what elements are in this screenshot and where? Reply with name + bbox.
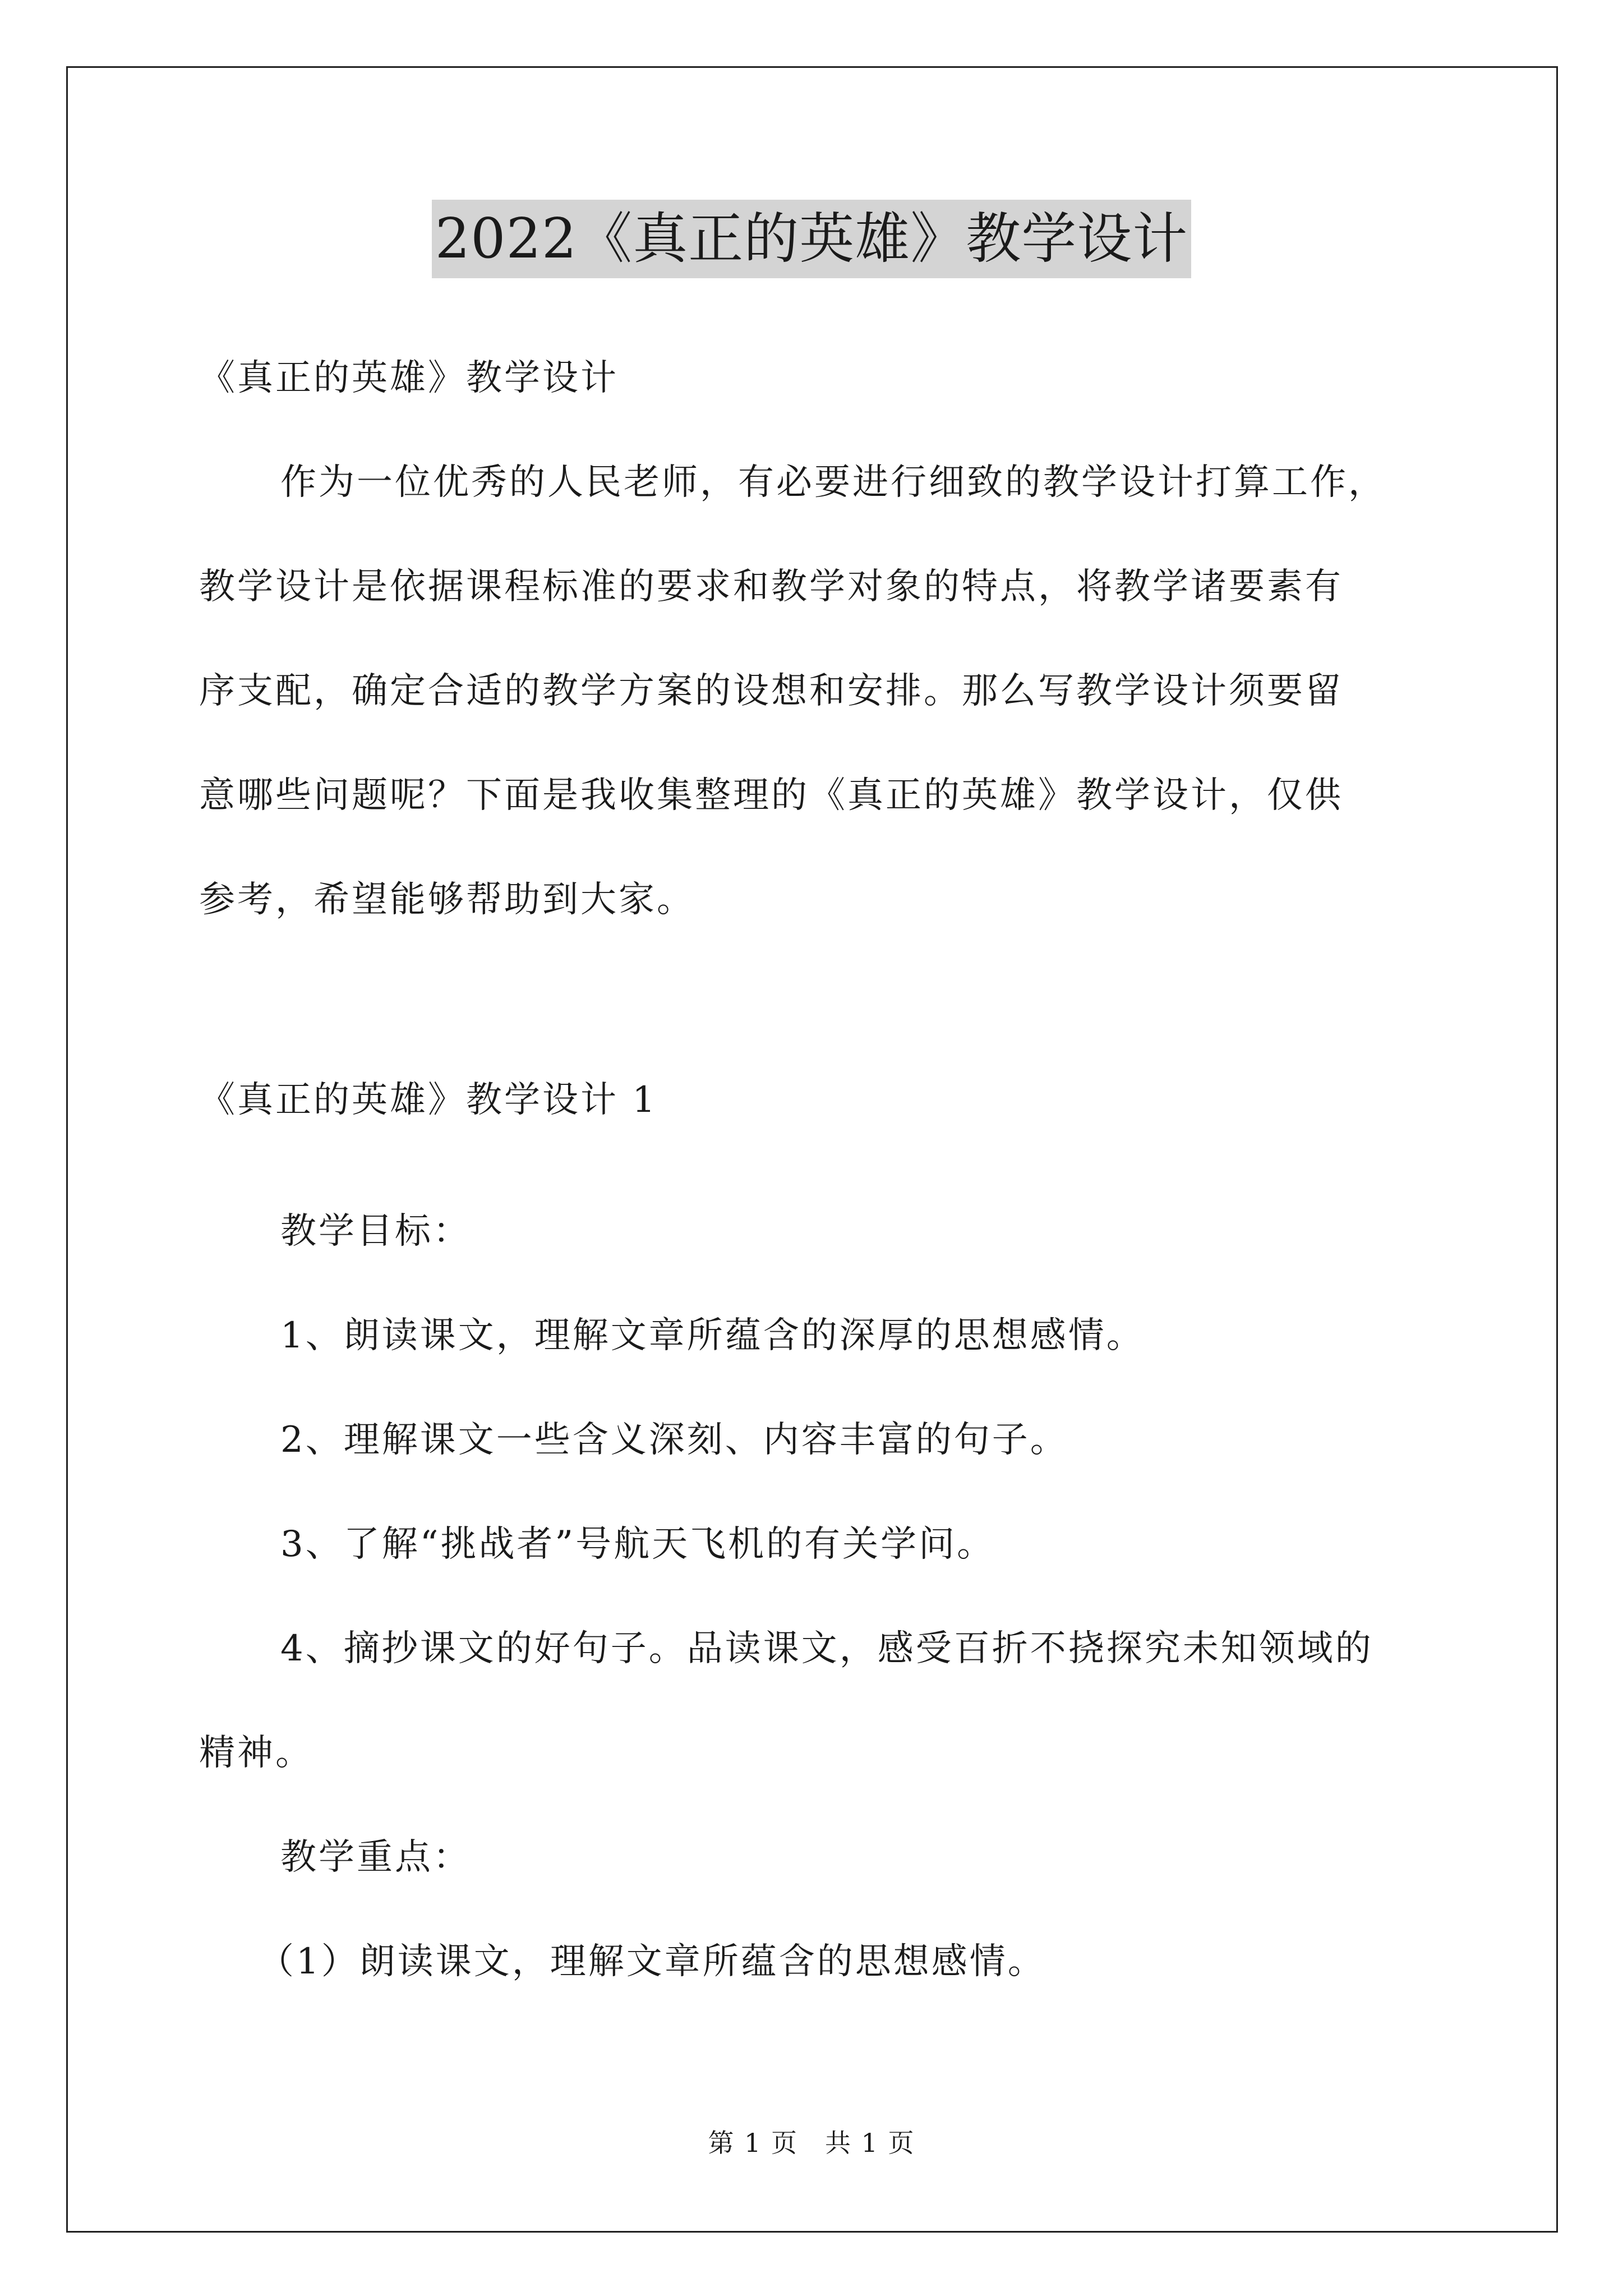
subtitle-line: 《真正的英雄》教学设计 <box>199 357 619 399</box>
paragraph-line: 2、理解课文一些含义深刻、内容丰富的句子。 <box>280 1419 1068 1461</box>
paragraph-line: 参考，希望能够帮助到大家。 <box>199 879 695 921</box>
paragraph-line: 教学重点： <box>280 1837 471 1878</box>
paragraph-line: 3、了解“挑战者”号航天飞机的有关学问。 <box>280 1524 995 1565</box>
paragraph-line: 1、朗读课文，理解文章所蕴含的深厚的思想感情。 <box>280 1315 1145 1356</box>
paragraph-line: 4、摘抄课文的好句子。品读课文，感受百折不挠探究未知领域的 <box>280 1628 1373 1669</box>
paragraph-line: 作为一位优秀的人民老师，有必要进行细致的教学设计打算工作， <box>280 462 1386 503</box>
paragraph-line: 精神。 <box>199 1732 313 1774</box>
paragraph-line: （1）朗读课文，理解文章所蕴含的思想感情。 <box>258 1941 1046 1982</box>
document-title: 2022《真正的英雄》教学设计 <box>432 200 1191 278</box>
paragraph-line: 序支配，确定合适的教学方案的设想和安排。那么写教学设计须要留 <box>199 670 1343 712</box>
title-wrap <box>0 200 1623 278</box>
paragraph-line: 教学设计是依据课程标准的要求和教学对象的特点，将教学诸要素有 <box>199 566 1343 608</box>
section-heading: 《真正的英雄》教学设计 1 <box>199 1079 658 1121</box>
paragraph-line: 教学目标： <box>280 1211 471 1252</box>
page-footer: 第 1 页 共 1 页 <box>708 2128 915 2158</box>
paragraph-line: 意哪些问题呢？下面是我收集整理的《真正的英雄》教学设计，仅供 <box>199 775 1343 816</box>
